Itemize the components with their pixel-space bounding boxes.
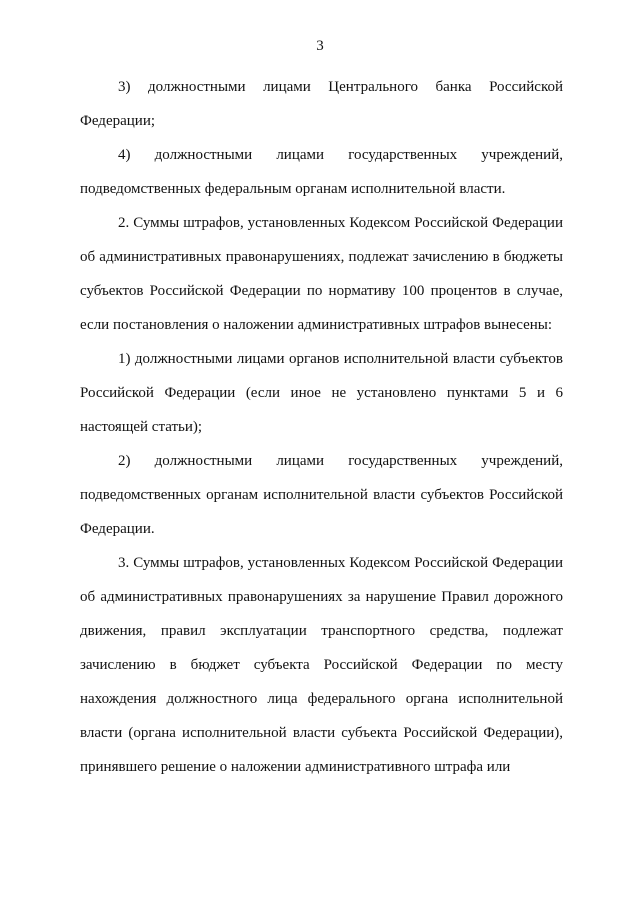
page-number: 3 <box>316 38 324 54</box>
paragraph-item-2-regional-institutions: 2) должностными лицами государственных учреждений, подведомственных органам исполнительной власти субъектов Российской Федерации. <box>80 453 563 537</box>
paragraph-item-3-central-bank: 3) должностными лицами Центрального банка Российской Федерации; <box>80 79 563 129</box>
paragraph-clause-3-traffic-fines: 3. Суммы штрафов, установленных Кодексом Российской Федерации об административных правонарушениях за нарушение Правил дорожного движения, правил эксплуатации транспортного средства, подлежат зачислению в бюджет субъекта Российской Федерации по месту нахождения должностного лица федерального органа исполнительной власти (органа исполнительной власти субъекта Российской Федерации), принявшего решение о наложении административного штрафа или <box>80 555 563 775</box>
document-body <box>80 70 563 784</box>
paragraph-clause-2-regional-budgets: 2. Суммы штрафов, установленных Кодексом Российской Федерации об административных правонарушениях, подлежат зачислению в бюджеты субъектов Российской Федерации по нормативу 100 процентов в случае, если постановления о наложении административных штрафов вынесены: <box>80 215 563 333</box>
paragraph-item-4-federal-institutions: 4) должностными лицами государственных учреждений, подведомственных федеральным органам исполнительной власти. <box>80 147 563 197</box>
paragraph-item-1-regional-officials: 1) должностными лицами органов исполнительной власти субъектов Российской Федерации (если иное не установлено пунктами 5 и 6 настоящей статьи); <box>80 351 563 435</box>
